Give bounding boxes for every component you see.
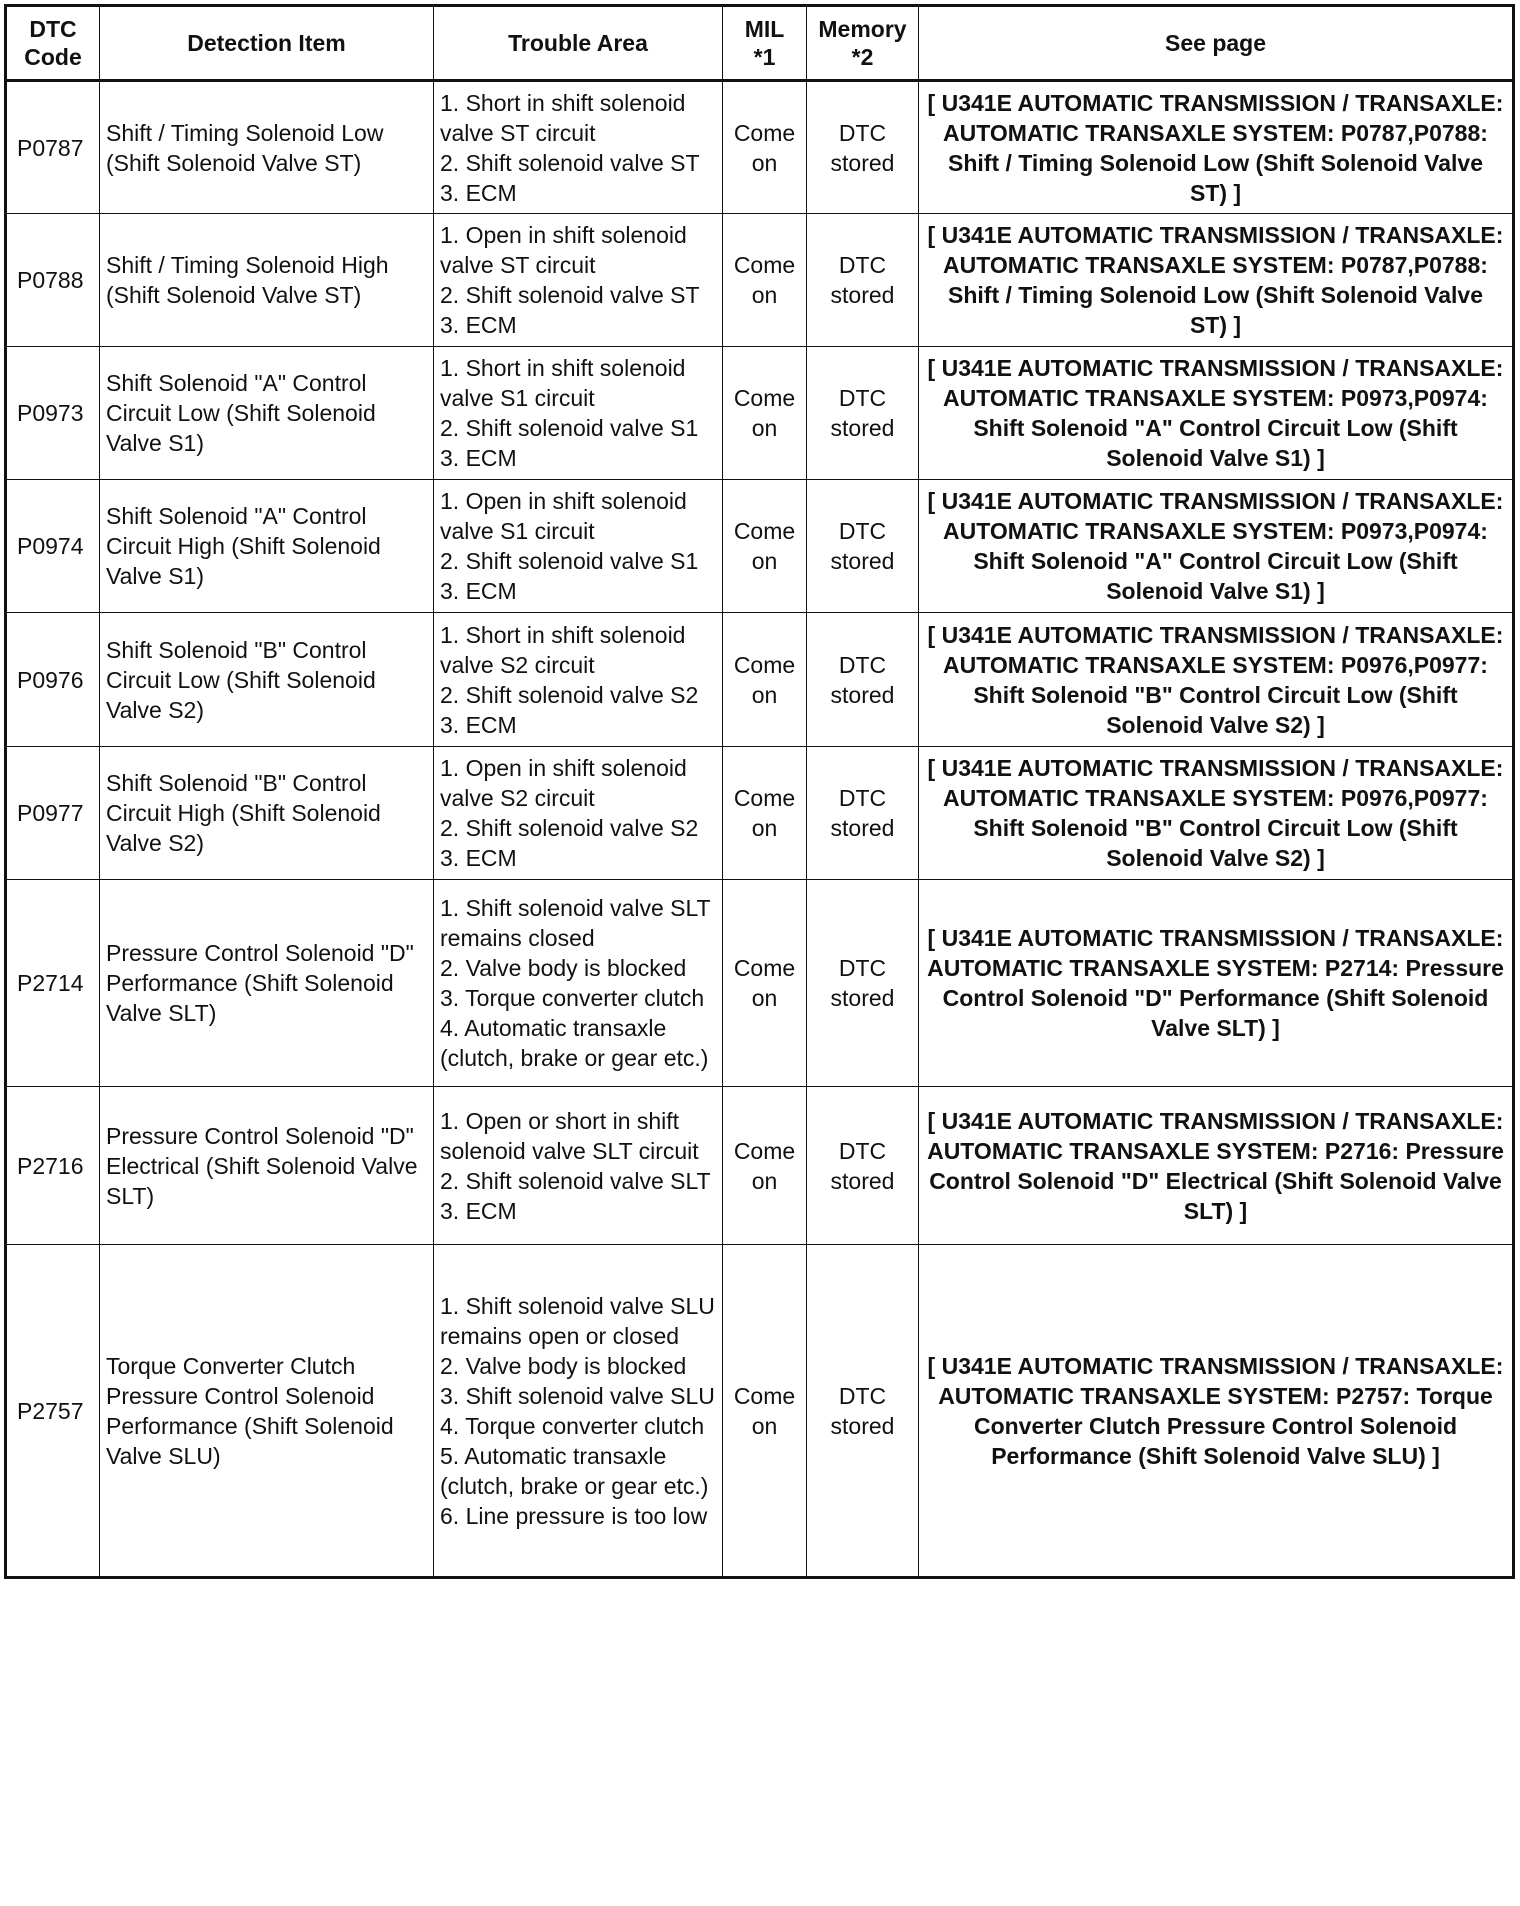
trouble-area-item: 3. Shift solenoid valve SLU: [440, 1382, 715, 1409]
detection-item-cell: Shift / Timing Solenoid Low (Shift Solenoid Valve ST): [100, 81, 434, 214]
header-mil: [723, 6, 807, 81]
memory-text: stored: [830, 149, 895, 176]
mil-text: on: [751, 985, 778, 1011]
trouble-area-item: 1. Short in shift solenoid valve ST circuit: [440, 89, 686, 146]
mil-text: Come: [733, 385, 796, 411]
dtc-code-cell: P0977: [6, 747, 100, 880]
trouble-area-item: 2. Shift solenoid valve S2: [440, 815, 699, 841]
see-page-reference: [ U341E AUTOMATIC TRANSMISSION / TRANSAXLE: AUTOMATIC TRANSAXLE SYSTEM: P0973,P0974: Shift Solenoid "A" Control Circuit Low (Shift Solenoid Valve S1) ]: [919, 480, 1514, 613]
mil-text: Come: [733, 651, 796, 678]
memory-cell: [807, 1245, 919, 1578]
memory-text: DTC: [838, 252, 887, 278]
memory-text: DTC: [838, 518, 887, 544]
mil-cell: [723, 747, 807, 880]
memory-text: DTC: [838, 119, 887, 146]
mil-text: on: [751, 1412, 778, 1439]
detection-item-cell: Shift Solenoid "A" Control Circuit Low (Shift Solenoid Valve S1): [100, 347, 434, 480]
trouble-area-item: 1. Shift solenoid valve SLU remains open or closed: [440, 1292, 715, 1349]
header-memory-line2: *2: [851, 44, 874, 70]
trouble-area-item: 3. ECM: [440, 179, 517, 206]
see-page-reference: [ U341E AUTOMATIC TRANSMISSION / TRANSAXLE: AUTOMATIC TRANSAXLE SYSTEM: P0787,P0788: Shift / Timing Solenoid Low (Shift Solenoid Valve ST) ]: [919, 81, 1514, 214]
mil-text: on: [751, 815, 778, 841]
mil-text: Come: [733, 119, 796, 146]
trouble-area-cell: [434, 880, 723, 1087]
memory-text: stored: [830, 548, 895, 574]
trouble-area-item: 5. Automatic transaxle (clutch, brake or gear etc.): [440, 1442, 709, 1499]
trouble-area-item: 2. Valve body is blocked: [440, 955, 687, 981]
trouble-area-cell: [434, 613, 723, 747]
trouble-area-item: 3. ECM: [440, 312, 517, 338]
table-row: [6, 1087, 1514, 1245]
trouble-area-item: 3. ECM: [440, 845, 517, 871]
trouble-area-item: 1. Open in shift solenoid valve S1 circuit: [440, 488, 687, 544]
dtc-code-cell: P2716: [6, 1087, 100, 1245]
memory-cell: [807, 480, 919, 613]
memory-text: DTC: [838, 1137, 887, 1164]
memory-text: DTC: [838, 651, 887, 678]
mil-text: on: [751, 548, 778, 574]
trouble-area-item: 2. Shift solenoid valve ST: [440, 282, 700, 308]
memory-cell: [807, 613, 919, 747]
see-page-reference: [ U341E AUTOMATIC TRANSMISSION / TRANSAXLE: AUTOMATIC TRANSAXLE SYSTEM: P0787,P0788: Shift / Timing Solenoid Low (Shift Solenoid Valve ST) ]: [919, 214, 1514, 347]
mil-cell: [723, 613, 807, 747]
memory-cell: [807, 880, 919, 1087]
trouble-area-item: 1. Open in shift solenoid valve S2 circuit: [440, 755, 687, 811]
table-body: [6, 81, 1514, 1578]
trouble-area-item: 1. Short in shift solenoid valve S1 circuit: [440, 355, 686, 411]
table-row: [6, 880, 1514, 1087]
detection-item-cell: Torque Converter Clutch Pressure Control Solenoid Performance (Shift Solenoid Valve SLU): [100, 1245, 434, 1578]
memory-text: DTC: [838, 955, 887, 981]
trouble-area-item: 4. Torque converter clutch: [440, 1412, 705, 1439]
mil-cell: [723, 1087, 807, 1245]
mil-text: on: [751, 681, 778, 708]
mil-cell: [723, 347, 807, 480]
detection-item-cell: Shift Solenoid "A" Control Circuit High (Shift Solenoid Valve S1): [100, 480, 434, 613]
mil-text: on: [751, 282, 778, 308]
header-detection-item: Detection Item: [100, 6, 434, 81]
detection-item-cell: Shift Solenoid "B" Control Circuit High (Shift Solenoid Valve S2): [100, 747, 434, 880]
trouble-area-item: 2. Valve body is blocked: [440, 1352, 687, 1379]
memory-text: DTC: [838, 385, 887, 411]
trouble-area-cell: [434, 214, 723, 347]
dtc-code-cell: P0974: [6, 480, 100, 613]
trouble-area-item: 3. Torque converter clutch: [440, 985, 705, 1011]
mil-text: Come: [733, 785, 796, 811]
mil-text: Come: [733, 1382, 796, 1409]
memory-text: stored: [830, 681, 895, 708]
trouble-area-item: 3. ECM: [440, 711, 517, 738]
trouble-area-item: 3. ECM: [440, 1197, 517, 1224]
mil-cell: [723, 1245, 807, 1578]
mil-text: on: [751, 415, 778, 441]
table-row: [6, 1245, 1514, 1578]
mil-cell: [723, 480, 807, 613]
memory-text: stored: [830, 415, 895, 441]
memory-cell: [807, 1087, 919, 1245]
table-row: [6, 81, 1514, 214]
memory-text: stored: [830, 815, 895, 841]
dtc-code-cell: P0973: [6, 347, 100, 480]
memory-text: stored: [830, 282, 895, 308]
header-dtc-code-line2: Code: [24, 44, 82, 70]
table-header: [6, 6, 1514, 81]
trouble-area-item: 1. Open in shift solenoid valve ST circuit: [440, 222, 687, 278]
mil-text: Come: [733, 955, 796, 981]
trouble-area-item: 4. Automatic transaxle (clutch, brake or gear etc.): [440, 1015, 709, 1071]
dtc-code-cell: P0976: [6, 613, 100, 747]
see-page-reference: [ U341E AUTOMATIC TRANSMISSION / TRANSAXLE: AUTOMATIC TRANSAXLE SYSTEM: P0973,P0974: Shift Solenoid "A" Control Circuit Low (Shift Solenoid Valve S1) ]: [919, 347, 1514, 480]
table-row: [6, 347, 1514, 480]
trouble-area-item: 2. Shift solenoid valve S2: [440, 681, 699, 708]
memory-cell: [807, 214, 919, 347]
mil-text: Come: [733, 252, 796, 278]
memory-text: DTC: [838, 785, 887, 811]
mil-cell: [723, 81, 807, 214]
table-row: [6, 480, 1514, 613]
header-mil-line2: *1: [753, 44, 776, 70]
header-memory-line1: Memory: [818, 16, 907, 42]
memory-text: stored: [830, 985, 895, 1011]
memory-cell: [807, 81, 919, 214]
dtc-table: [4, 4, 1515, 1579]
memory-text: stored: [830, 1412, 895, 1439]
detection-item-cell: Shift Solenoid "B" Control Circuit Low (Shift Solenoid Valve S2): [100, 613, 434, 747]
memory-cell: [807, 347, 919, 480]
dtc-code-cell: P0787: [6, 81, 100, 214]
detection-item-cell: Pressure Control Solenoid "D" Performance (Shift Solenoid Valve SLT): [100, 880, 434, 1087]
see-page-reference: [ U341E AUTOMATIC TRANSMISSION / TRANSAXLE: AUTOMATIC TRANSAXLE SYSTEM: P0976,P0977: Shift Solenoid "B" Control Circuit Low (Shift Solenoid Valve S2) ]: [919, 613, 1514, 747]
trouble-area-cell: [434, 1087, 723, 1245]
mil-cell: [723, 880, 807, 1087]
table-row: [6, 747, 1514, 880]
trouble-area-item: 1. Open or short in shift solenoid valve SLT circuit: [440, 1107, 699, 1164]
dtc-code-cell: P2714: [6, 880, 100, 1087]
header-dtc-code-line1: DTC: [29, 16, 77, 42]
trouble-area-item: 2. Shift solenoid valve ST: [440, 149, 700, 176]
header-see-page: See page: [919, 6, 1514, 81]
trouble-area-item: 2. Shift solenoid valve SLT: [440, 1167, 711, 1194]
see-page-reference: [ U341E AUTOMATIC TRANSMISSION / TRANSAXLE: AUTOMATIC TRANSAXLE SYSTEM: P2716: Pressure Control Solenoid "D" Electrical (Shift Solenoid Valve SLT) ]: [919, 1087, 1514, 1245]
trouble-area-item: 3. ECM: [440, 445, 517, 471]
trouble-area-item: 2. Shift solenoid valve S1: [440, 548, 699, 574]
trouble-area-cell: [434, 81, 723, 214]
trouble-area-item: 6. Line pressure is too low: [440, 1502, 708, 1529]
trouble-area-cell: [434, 480, 723, 613]
table-row: [6, 613, 1514, 747]
dtc-code-cell: P0788: [6, 214, 100, 347]
memory-text: stored: [830, 1167, 895, 1194]
header-trouble-area: Trouble Area: [434, 6, 723, 81]
trouble-area-item: 1. Short in shift solenoid valve S2 circuit: [440, 621, 686, 678]
see-page-reference: [ U341E AUTOMATIC TRANSMISSION / TRANSAXLE: AUTOMATIC TRANSAXLE SYSTEM: P2757: Torque Converter Clutch Pressure Control Solenoid Performance (Shift Solenoid Valve SLU) ]: [919, 1245, 1514, 1578]
header-dtc-code: [6, 6, 100, 81]
trouble-area-item: 2. Shift solenoid valve S1: [440, 415, 699, 441]
table-row: [6, 214, 1514, 347]
mil-text: Come: [733, 1137, 796, 1164]
mil-text: on: [751, 1167, 778, 1194]
mil-text: on: [751, 149, 778, 176]
see-page-reference: [ U341E AUTOMATIC TRANSMISSION / TRANSAXLE: AUTOMATIC TRANSAXLE SYSTEM: P2714: Pressure Control Solenoid "D" Performance (Shift Solenoid Valve SLT) ]: [919, 880, 1514, 1087]
trouble-area-cell: [434, 1245, 723, 1578]
mil-text: Come: [733, 518, 796, 544]
detection-item-cell: Shift / Timing Solenoid High (Shift Solenoid Valve ST): [100, 214, 434, 347]
mil-cell: [723, 214, 807, 347]
see-page-reference: [ U341E AUTOMATIC TRANSMISSION / TRANSAXLE: AUTOMATIC TRANSAXLE SYSTEM: P0976,P0977: Shift Solenoid "B" Control Circuit Low (Shift Solenoid Valve S2) ]: [919, 747, 1514, 880]
header-memory: [807, 6, 919, 81]
header-mil-line1: MIL: [744, 16, 785, 42]
dtc-code-cell: P2757: [6, 1245, 100, 1578]
memory-text: DTC: [838, 1382, 887, 1409]
trouble-area-cell: [434, 347, 723, 480]
trouble-area-cell: [434, 747, 723, 880]
trouble-area-item: 1. Shift solenoid valve SLT remains closed: [440, 895, 711, 951]
memory-cell: [807, 747, 919, 880]
trouble-area-item: 3. ECM: [440, 578, 517, 604]
detection-item-cell: Pressure Control Solenoid "D" Electrical (Shift Solenoid Valve SLT): [100, 1087, 434, 1245]
